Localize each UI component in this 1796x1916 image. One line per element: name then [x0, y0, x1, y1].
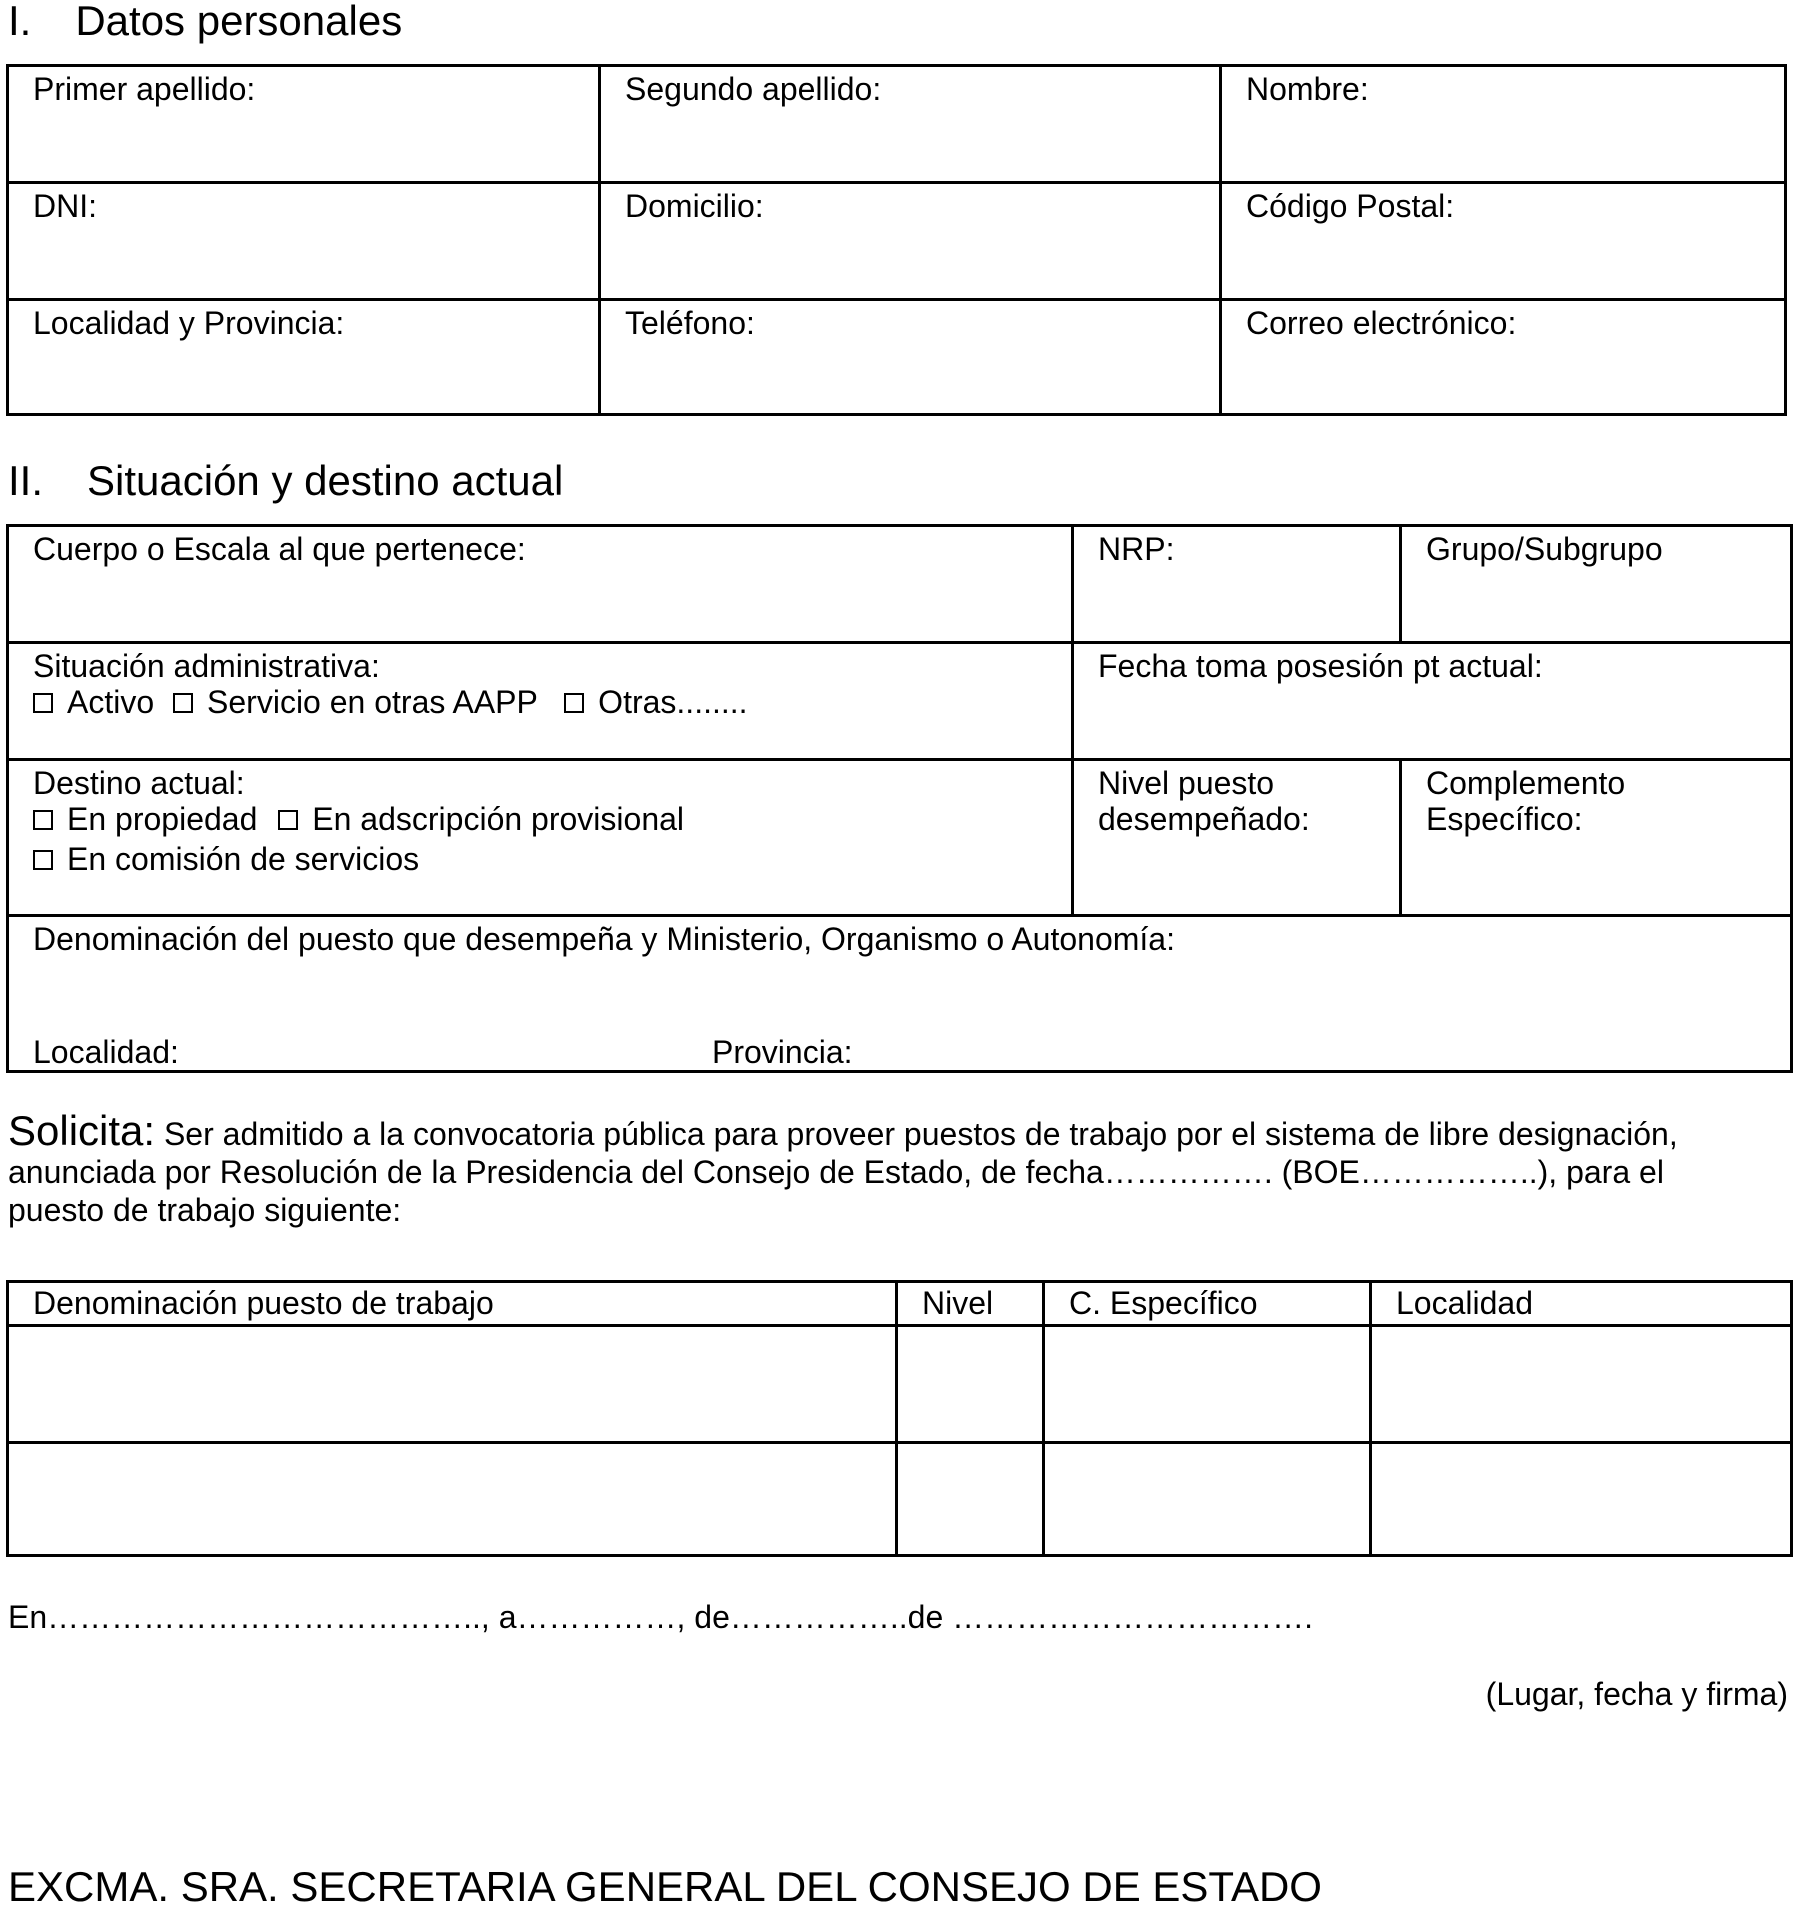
cell-c-especifico[interactable]	[1044, 1443, 1371, 1556]
option-adscripcion-label: En adscripción provisional	[312, 801, 685, 837]
option-activo-label: Activo	[67, 684, 155, 720]
field-codigo-postal[interactable]: Código Postal:	[1221, 183, 1786, 300]
personal-data-table	[6, 64, 1787, 416]
cell-c-especifico[interactable]	[1044, 1326, 1371, 1443]
destinatario: EXCMA. SRA. SECRETARIA GENERAL DEL CONSEJO DE ESTADO	[8, 1863, 1322, 1910]
cell-denominacion[interactable]	[8, 1326, 897, 1443]
section-1-number: I.	[8, 0, 32, 44]
field-dni[interactable]: DNI:	[8, 183, 600, 300]
cell-denominacion[interactable]	[8, 1443, 897, 1556]
checkbox-activo[interactable]	[33, 693, 53, 713]
checkbox-adscripcion-provisional[interactable]	[278, 810, 298, 830]
option-comision-label: En comisión de servicios	[67, 841, 420, 877]
header-localidad: Localidad	[1371, 1282, 1792, 1326]
checkbox-otras[interactable]	[564, 693, 584, 713]
provincia-label: Provincia:	[712, 1034, 853, 1070]
section-1-title: Datos personales	[75, 0, 403, 44]
field-nivel-puesto[interactable]: Nivel puesto desempeñado:	[1073, 760, 1401, 916]
field-telefono[interactable]: Teléfono:	[600, 300, 1221, 415]
field-cuerpo-escala[interactable]: Cuerpo o Escala al que pertenece:	[8, 526, 1073, 643]
puestos-table	[6, 1280, 1793, 1557]
option-en-propiedad-label: En propiedad	[67, 801, 258, 837]
solicita-label: Solicita:	[8, 1107, 156, 1154]
solicita-line-2: anunciada por Resolución de la Presidencia del Consejo de Estado, de fecha……………. (BOE……………..), para el	[8, 1154, 1664, 1190]
solicita-line-3: puesto de trabajo siguiente:	[8, 1192, 402, 1228]
section-2-title: Situación y destino actual	[87, 457, 564, 504]
cell-localidad[interactable]	[1371, 1326, 1792, 1443]
header-nivel: Nivel	[897, 1282, 1044, 1326]
section-2-heading	[8, 457, 564, 504]
cell-nivel[interactable]	[897, 1443, 1044, 1556]
solicita-paragraph	[8, 1107, 1678, 1229]
table-row	[8, 1326, 1792, 1443]
field-domicilio[interactable]: Domicilio:	[600, 183, 1221, 300]
field-localidad-provincia[interactable]: Localidad y Provincia:	[8, 300, 600, 415]
header-c-especifico: C. Específico	[1044, 1282, 1371, 1326]
checkbox-servicio-otras-aapp[interactable]	[173, 693, 193, 713]
field-complemento-especifico[interactable]: Complemento Específico:	[1401, 760, 1792, 916]
option-otras-label: Otras........	[598, 684, 748, 720]
checkbox-en-propiedad[interactable]	[33, 810, 53, 830]
field-primer-apellido[interactable]: Primer apellido:	[8, 66, 600, 183]
header-denominacion: Denominación puesto de trabajo	[8, 1282, 897, 1326]
field-fecha-toma-posesion[interactable]: Fecha toma posesión pt actual:	[1073, 643, 1792, 760]
section-2-number: II.	[8, 457, 44, 504]
localidad-label: Localidad:	[33, 1034, 179, 1070]
field-situacion-administrativa: Situación administrativa: Activo Servicio en otras AAPP Otras........	[8, 643, 1073, 760]
cell-localidad[interactable]	[1371, 1443, 1792, 1556]
section-1-heading	[8, 0, 402, 42]
field-nombre[interactable]: Nombre:	[1221, 66, 1786, 183]
table-row	[8, 1443, 1792, 1556]
field-nrp[interactable]: NRP:	[1073, 526, 1401, 643]
field-correo-electronico[interactable]: Correo electrónico:	[1221, 300, 1786, 415]
situation-table	[6, 524, 1793, 1073]
option-servicio-label: Servicio en otras AAPP	[207, 684, 538, 720]
firma-caption: (Lugar, fecha y firma)	[1485, 1676, 1788, 1712]
field-segundo-apellido[interactable]: Segundo apellido:	[600, 66, 1221, 183]
cell-nivel[interactable]	[897, 1326, 1044, 1443]
solicita-line-1: Ser admitido a la convocatoria pública para proveer puestos de trabajo por el sistema de libre designación,	[163, 1116, 1678, 1152]
fecha-lugar-line: En………………………………….., a……………, de……………..de …………………………….	[8, 1599, 1314, 1635]
field-grupo-subgrupo[interactable]: Grupo/Subgrupo	[1401, 526, 1792, 643]
checkbox-comision-servicios[interactable]	[33, 850, 53, 870]
field-denominacion-puesto[interactable]: Denominación del puesto que desempeña y Ministerio, Organismo o Autonomía: Localidad: Provincia:	[8, 916, 1792, 1072]
field-destino-actual: Destino actual: En propiedad En adscripción provisional En comisión de servicios	[8, 760, 1073, 916]
